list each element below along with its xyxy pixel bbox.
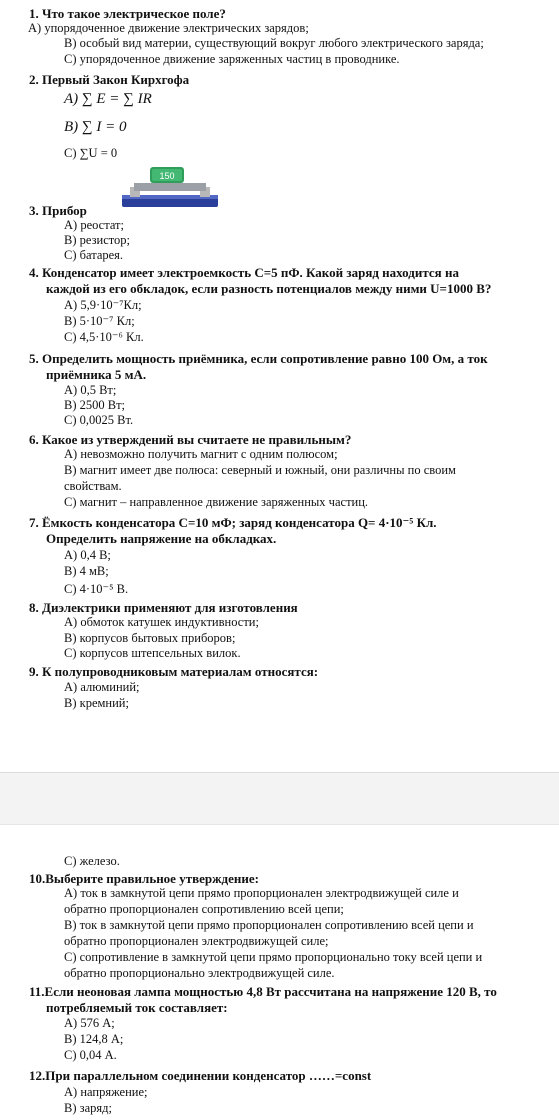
question-7-title-line2: Определить напряжение на обкладках.: [46, 531, 277, 546]
q5-option-c: С) 0,0025 Вт.: [64, 413, 134, 427]
q11-option-c: С) 0,04 А.: [64, 1048, 117, 1062]
q12-option-a: А) напряжение;: [64, 1085, 148, 1099]
q8-option-c: С) корпусов штепсельных вилок.: [64, 646, 241, 660]
question-6-title: 6. Какое из утверждений вы считаете не правильным?: [29, 432, 352, 447]
question-4-title-line1: 4. Конденсатор имеет электроемкость С=5 пФ. Какой заряд находится на: [29, 265, 459, 280]
q9-option-a: А) алюминий;: [64, 680, 140, 694]
q4-option-b: В) 5·10⁻⁷ Кл;: [64, 314, 135, 328]
rheostat-image: [120, 165, 220, 211]
q6-option-a: А) невозможно получить магнит с одним полюсом;: [64, 447, 338, 461]
device-value-label: 150: [159, 171, 175, 181]
q3-option-a: А) реостат;: [64, 218, 124, 232]
q1-option-a: А) упорядоченное движение электрических зарядов;: [28, 21, 309, 35]
question-8-title: 8. Диэлектрики применяют для изготовления: [29, 600, 298, 615]
q10-option-a-line1: А) ток в замкнутой цепи прямо пропорционален электродвижущей силе и: [64, 886, 459, 900]
q7-option-c: С) 4·10⁻⁵ В.: [64, 582, 129, 596]
q7-option-a: А) 0,4 В;: [64, 548, 111, 562]
q8-option-a: А) обмоток катушек индуктивности;: [64, 615, 259, 629]
q6-option-c: С) магнит – направленное движение заряженных частиц.: [64, 495, 369, 509]
q10-option-b-line2: обратно пропорционален электродвижущей силе;: [64, 934, 329, 948]
q12-option-b: В) заряд;: [64, 1101, 112, 1115]
q4-option-c: С) 4,5·10⁻⁶ Кл.: [64, 330, 144, 344]
q10-option-a-line2: обратно пропорционален сопротивлению всей цепи;: [64, 902, 344, 916]
page-break-gap: [0, 772, 559, 824]
q10-option-b-line1: В) ток в замкнутой цепи прямо пропорционален сопротивлению всей цепи и: [64, 918, 474, 932]
question-11-title-line1: 11.Если неоновая лампа мощностью 4,8 Вт рассчитана на напряжение 120 В, то: [29, 984, 497, 999]
q2-option-c: C) ∑U = 0: [64, 146, 118, 160]
question-7-title-line1: 7. Ёмкость конденсатора С=10 мФ; заряд конденсатора Q= 4·10⁻⁵ Кл.: [29, 515, 437, 530]
question-9-title: 9. К полупроводниковым материалам относятся:: [29, 664, 319, 679]
question-5-title-line1: 5. Определить мощность приёмника, если сопротивление равно 100 Ом, а ток: [29, 351, 488, 366]
question-12-title: 12.При параллельном соединении конденсатор ……=const: [29, 1068, 372, 1083]
q11-option-b: В) 124,8 А;: [64, 1032, 124, 1046]
q7-option-b: В) 4 мВ;: [64, 564, 109, 578]
q2-option-b: B) ∑ I = 0: [64, 119, 127, 135]
q5-option-a: А) 0,5 Вт;: [64, 383, 117, 397]
q6-option-b-line2: свойствам.: [64, 479, 122, 493]
q2-option-a: A) ∑ E = ∑ IR: [64, 91, 152, 107]
q1-option-c: С) упорядоченное движение заряженных частиц в проводнике.: [64, 52, 400, 66]
q11-option-a: А) 576 А;: [64, 1016, 115, 1030]
q9-option-c: С) железо.: [64, 854, 120, 868]
question-2-title: 2. Первый Закон Кирхгофа: [29, 72, 190, 87]
question-10-title: 10.Выберите правильное утверждение:: [29, 871, 259, 886]
q8-option-b: В) корпусов бытовых приборов;: [64, 631, 236, 645]
question-11-title-line2: потребляемый ток составляет:: [46, 1000, 228, 1015]
q1-option-b: В) особый вид материи, существующий вокруг любого электрического заряда;: [64, 36, 484, 50]
question-5-title-line2: приёмника 5 мА.: [46, 367, 147, 382]
q3-option-c: С) батарея.: [64, 248, 124, 262]
question-1-title: 1. Что такое электрическое поле?: [29, 6, 226, 21]
q3-option-b: В) резистор;: [64, 233, 131, 247]
q5-option-b: В) 2500 Вт;: [64, 398, 126, 412]
question-4-title-line2: каждой из его обкладок, если разность потенциалов между ними U=1000 В?: [46, 281, 492, 296]
q10-option-c-line2: обратно пропорционально электродвижущей силе.: [64, 966, 335, 980]
q10-option-c-line1: С) сопротивление в замкнутой цепи прямо пропорционально току всей цепи и: [64, 950, 483, 964]
page-break-top-edge: [0, 772, 559, 773]
page-break-bottom-edge: [0, 824, 559, 825]
q6-option-b-line1: В) магнит имеет две полюса: северный и южный, они различны по своим: [64, 463, 456, 477]
question-3-title: 3. Прибор: [29, 203, 87, 218]
q9-option-b: В) кремний;: [64, 696, 129, 710]
q4-option-a: А) 5,9·10⁻⁷Кл;: [64, 298, 142, 312]
